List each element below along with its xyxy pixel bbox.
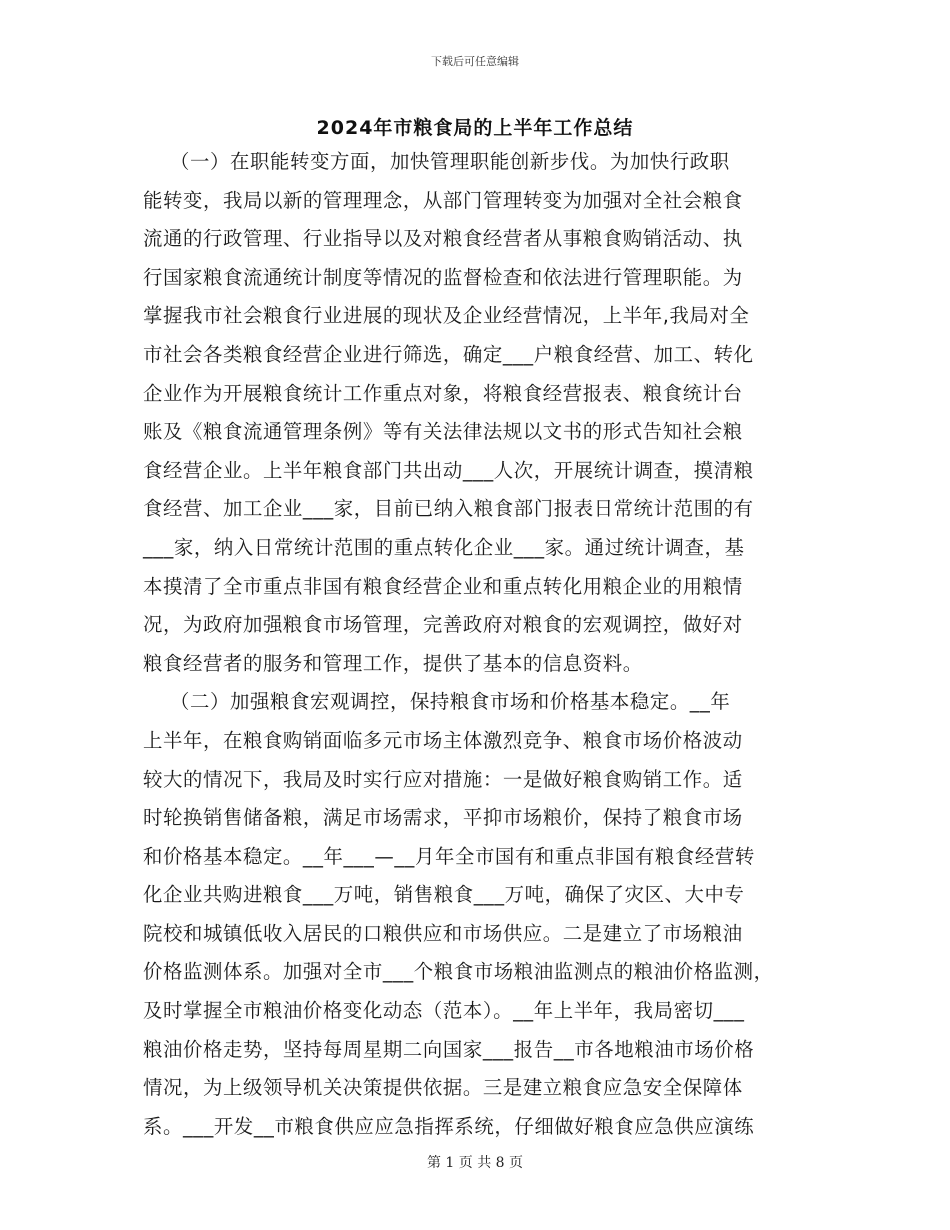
body-line: 况，为政府加强粮食市场管理，完善政府对粮食的宏观调控，做好对 bbox=[143, 613, 743, 637]
body-line: 行国家粮食流通统计制度等情况的监督检查和依法进行管理职能。为 bbox=[143, 265, 743, 289]
body-line: 粮油价格走势，坚持每周星期二向国家___报告__市各地粮油市场价格 bbox=[143, 1037, 755, 1061]
body-line: 能转变，我局以新的管理理念，从部门管理转变为加强对全社会粮食 bbox=[143, 188, 743, 212]
body-line: ___家，纳入日常统计范围的重点转化企业___家。通过统计调查，基 bbox=[143, 535, 745, 559]
body-line: 和价格基本稳定。__年___—__月年全市国有和重点非国有粮食经营转 bbox=[143, 844, 755, 868]
body-line: 企业作为开展粮食统计工作重点对象，将粮食经营报表、粮食统计台 bbox=[143, 381, 743, 405]
body-line: 掌握我市社会粮食行业进展的现状及企业经营情况，上半年,我局对全 bbox=[143, 304, 750, 328]
body-line: 及时掌握全市粮油价格变化动态（范本）。__年上半年，我局密切___ bbox=[143, 999, 745, 1023]
body-line: 粮食经营者的服务和管理工作，提供了基本的信息资料。 bbox=[143, 651, 643, 675]
page-header-note: 下载后可任意编辑 bbox=[431, 55, 519, 68]
body-line: 价格监测体系。加强对全市___个粮食市场粮油监测点的粮油价格监测， bbox=[143, 960, 774, 984]
body-line: 食经营企业。上半年粮食部门共出动___人次，开展统计调查，摸清粮 bbox=[143, 458, 754, 482]
body-line: 本摸清了全市重点非国有粮食经营企业和重点转化用粮企业的用粮情 bbox=[143, 574, 743, 598]
document-title: 2024年市粮食局的上半年工作总结 bbox=[316, 117, 634, 139]
body-line: 较大的情况下，我局及时实行应对措施：一是做好粮食购销工作。适 bbox=[143, 767, 743, 791]
body-line: 院校和城镇低收入居民的口粮供应和市场供应。二是建立了市场粮油 bbox=[143, 921, 743, 945]
body-line: 账及《粮食流通管理条例》等有关法律法规以文书的形式告知社会粮 bbox=[143, 420, 743, 444]
body-line: 时轮换销售储备粮，满足市场需求，平抑市场粮价，保持了粮食市场 bbox=[143, 806, 743, 830]
body-line: （一）在职能转变方面，加快管理职能创新步伐。为加快行政职 bbox=[143, 150, 730, 173]
body-line: 化企业共购进粮食___万吨，销售粮食___万吨，确保了灾区、大中专 bbox=[143, 883, 745, 907]
body-line: 上半年，在粮食购销面临多元市场主体激烈竞争、粮食市场价格波动 bbox=[143, 728, 743, 752]
body-line: 食经营、加工企业___家，目前已纳入粮食部门报表日常统计范围的有 bbox=[143, 497, 754, 521]
page-number: 第 1 页 共 8 页 bbox=[426, 1155, 524, 1171]
document-body bbox=[143, 143, 807, 1146]
body-line: 系。___开发__市粮食供应应急指挥系统，仔细做好粮食应急供应演练 bbox=[143, 1114, 755, 1138]
body-line: 流通的行政管理、行业指导以及对粮食经营者从事粮食购销活动、执 bbox=[143, 227, 743, 251]
body-line: 市社会各类粮食经营企业进行筛选，确定___户粮食经营、加工、转化 bbox=[143, 342, 754, 366]
body-line: 情况，为上级领导机关决策提供依据。三是建立粮食应急安全保障体 bbox=[143, 1076, 743, 1100]
body-line: （二）加强粮食宏观调控，保持粮食市场和价格基本稳定。__年 bbox=[143, 690, 731, 714]
